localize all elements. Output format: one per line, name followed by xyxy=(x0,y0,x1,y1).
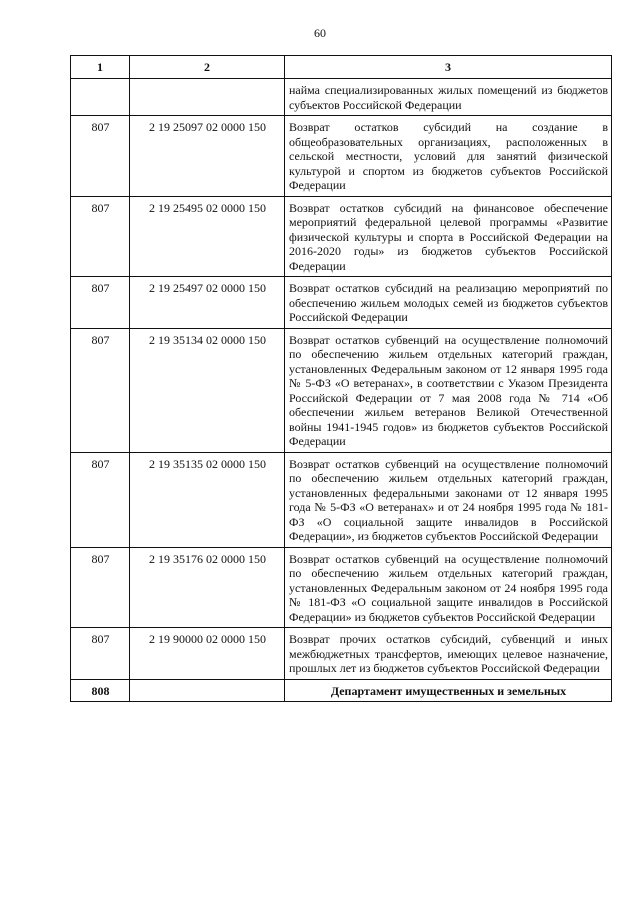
table-row xyxy=(71,547,612,628)
admin-code-cell: 807 xyxy=(71,328,130,452)
table-row xyxy=(71,79,612,116)
department-title-cell: Департамент имущественных и земельных xyxy=(285,679,612,702)
admin-code-cell: 807 xyxy=(71,277,130,329)
description-cell: Возврат прочих остатков субсидий, субвенций и иных межбюджетных трансфертов, имеющих целевое назначение, прошлых лет из бюджетов субъектов Российской Федерации xyxy=(285,628,612,680)
admin-code-cell: 807 xyxy=(71,196,130,277)
budget-code-cell: 2 19 25497 02 0000 150 xyxy=(130,277,285,329)
budget-code-cell xyxy=(130,679,285,702)
table-row xyxy=(71,328,612,452)
admin-code-cell: 807 xyxy=(71,628,130,680)
description-cell: Возврат остатков субсидий на реализацию мероприятий по обеспечению жильем молодых семей из бюджетов субъектов Российской Федерации xyxy=(285,277,612,329)
budget-code-cell: 2 19 35176 02 0000 150 xyxy=(130,547,285,628)
description-cell: найма специализированных жилых помещений из бюджетов субъектов Российской Федерации xyxy=(285,79,612,116)
budget-code-cell: 2 19 35135 02 0000 150 xyxy=(130,452,285,547)
header-admin-code: 1 xyxy=(71,56,130,79)
description-cell: Возврат остатков субвенций на осуществление полномочий по обеспечению жильем отдельных категорий граждан, установленных федеральными законами от 12 января 1995 года № 5-ФЗ «О ветеранах» и от 24 ноября 1995 года № 181-ФЗ «О социальной защите инвалидов в Российской Федерации», из бюджетов субъектов Российской Федерации xyxy=(285,452,612,547)
table-header-row xyxy=(71,56,612,79)
table-row xyxy=(71,196,612,277)
description-cell: Возврат остатков субсидий на создание в общеобразовательных организациях, расположенных в сельской местности, условий для занятий физической культурой и спортом из бюджетов субъектов Российской Федерации xyxy=(285,116,612,197)
page-number: 60 xyxy=(314,26,326,40)
table-row xyxy=(71,277,612,329)
budget-classification-table xyxy=(70,55,612,702)
admin-code-cell: 807 xyxy=(71,547,130,628)
header-description: 3 xyxy=(285,56,612,79)
header-budget-code: 2 xyxy=(130,56,285,79)
admin-code-cell: 807 xyxy=(71,116,130,197)
budget-code-cell: 2 19 35134 02 0000 150 xyxy=(130,328,285,452)
description-cell: Возврат остатков субвенций на осуществление полномочий по обеспечению жильем отдельных категорий граждан, установленных Федеральным законом от 24 ноября 1995 года № 181-ФЗ «О социальной защите инвалидов в Российской Федерации» из бюджетов субъектов Российской Федерации xyxy=(285,547,612,628)
description-cell: Возврат остатков субсидий на финансовое обеспечение мероприятий федеральной целевой программы «Развитие физической культуры и спорта в Российской Федерации на 2016-2020 годы» из бюджетов субъектов Российской Федерации xyxy=(285,196,612,277)
table-row xyxy=(71,116,612,197)
admin-code-cell xyxy=(71,79,130,116)
description-cell: Возврат остатков субвенций на осуществление полномочий по обеспечению жильем отдельных категорий граждан, установленных Федеральным законом от 12 января 1995 года № 5-ФЗ «О ветеранах», в соответствии с Указом Президента Российской Федерации от 7 мая 2008 года № 714 «Об обеспечении жильем ветеранов Великой Отечественной войны 1941-1945 годов» из бюджетов субъектов Российской Федерации xyxy=(285,328,612,452)
budget-code-cell xyxy=(130,79,285,116)
admin-code-cell: 807 xyxy=(71,452,130,547)
table-row xyxy=(71,628,612,680)
table-row-department xyxy=(71,679,612,702)
budget-code-cell: 2 19 25495 02 0000 150 xyxy=(130,196,285,277)
admin-code-cell: 808 xyxy=(71,679,130,702)
budget-code-cell: 2 19 25097 02 0000 150 xyxy=(130,116,285,197)
table-row xyxy=(71,452,612,547)
budget-code-cell: 2 19 90000 02 0000 150 xyxy=(130,628,285,680)
